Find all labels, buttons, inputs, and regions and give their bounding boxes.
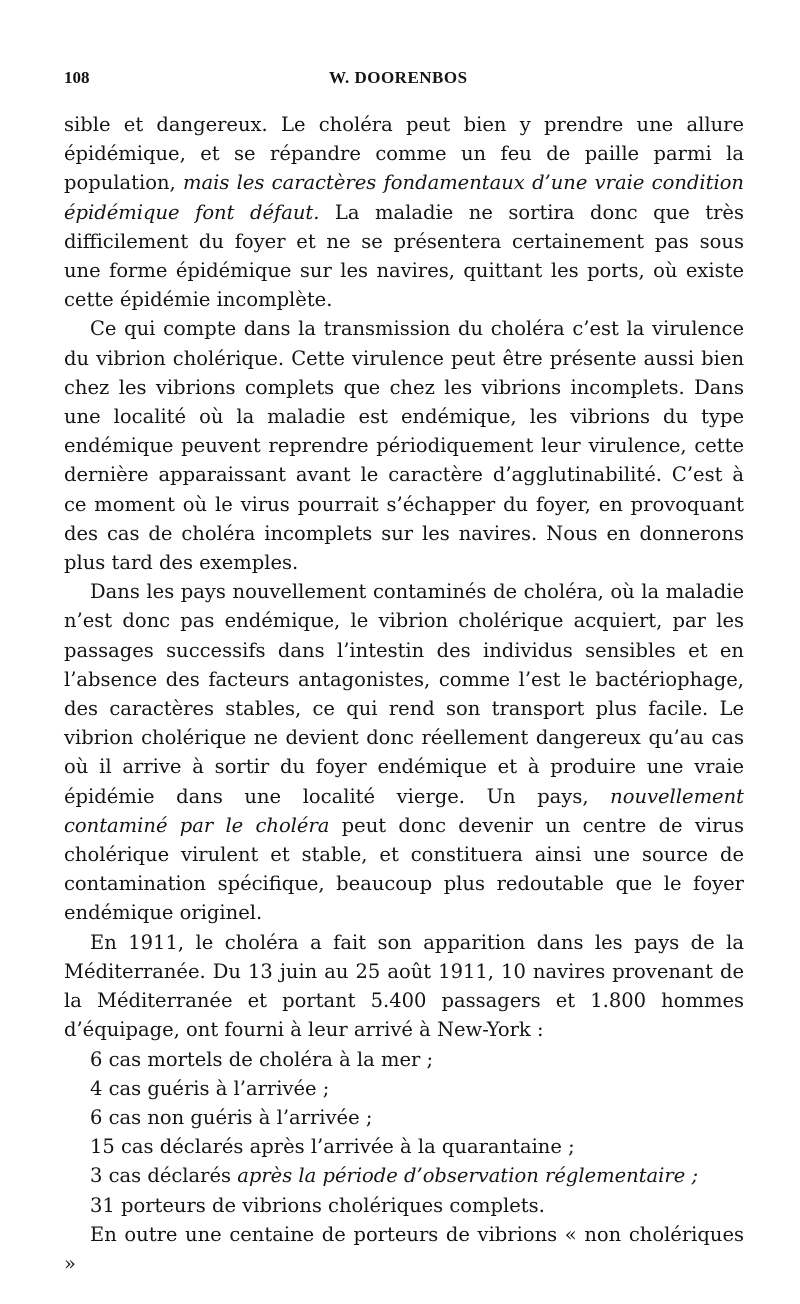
paragraph [64,577,744,927]
paragraph: Ce qui compte dans la transmission du choléra c’est la virulence du vibrion cholérique. Cette virulence peut être présente aussi bien chez les vibrions complets que chez les vibrions incomplets. Dans une localité où la maladie est endémique, les vibrions du type endémique peuvent reprendre périodiquement leur virulence, cette dernière apparaissant avant le caractère d’agglutinabilité. C’est à ce moment où le virus pourrait s’échapper du foyer, en provoquant des cas de choléra incomplets sur les navires. Nous en donnerons plus tard des exemples. [64,317,744,575]
list-item: 6 cas non guéris à l’arrivée ; [90,1105,373,1129]
text-run: La maladie ne sortira donc que très difficilement du foyer et ne se présentera certainement pas sous une forme épidémique sur les navires, quittant les ports, où existe cette épidémie incomplète. [64,200,744,312]
running-head: W. DOORENBOS [329,68,468,87]
page-number: 108 [64,68,90,87]
italic-text-run: après la période d’observation réglementaire ; [237,1164,699,1188]
text-run: 3 cas déclarés [90,1164,238,1188]
list-item: 15 cas déclarés après l’arrivée à la quarantaine ; [90,1135,575,1159]
text-run: Dans les pays nouvellement contaminés de choléra, où la maladie n’est donc pas endémique, le vibrion cholérique acquiert, par les passages successifs dans l’intestin des individus sensibles et en l’absence des facteurs antagonistes, comme l’est le bactériophage, des caractères stables, ce qui rend son transport plus facile. Le vibrion cholérique ne devient donc réellement dangereux qu’au cas où il arrive à sortir du foyer endémique et à produire une vraie épidémie dans une localité vierge. Un pays, [64,580,744,808]
paragraph: En 1911, le choléra a fait son apparition dans les pays de la Méditerranée. Du 13 juin au 25 août 1911, 10 navires provenant de la Méditerranée et portant 5.400 passagers et 1.800 hommes d’équipage, ont fourni à leur arrivé à New-York : [64,930,744,1042]
text-run: peut donc devenir un centre de virus cholérique virulent et stable, et constituera ainsi une source de contamination spécifique, beaucoup plus redoutable que le foyer endémique originel. [64,813,744,925]
case-list [64,1045,744,1220]
italic-text-run: mais les caractères fondamentaux d’une vraie condition épidémique font défaut. [64,171,744,224]
list-item: 4 cas guéris à l’arrivée ; [90,1076,330,1100]
list-item: 6 cas mortels de choléra à la mer ; [90,1047,434,1071]
page-header [64,68,728,96]
paragraph: En outre une centaine de porteurs de vibrions « non cholériques » [64,1222,744,1275]
text-run: sible et dangereux. Le choléra peut bien y prendre une allure épidémique, et se répandre comme un feu de paille parmi la population, [64,113,744,195]
list-item: 31 porteurs de vibrions cholériques complets. [90,1193,545,1217]
body-text [64,110,744,1278]
list-item [64,1161,744,1190]
paragraph [64,110,744,314]
italic-text-run: nouvellement contaminé par le choléra [64,784,744,837]
